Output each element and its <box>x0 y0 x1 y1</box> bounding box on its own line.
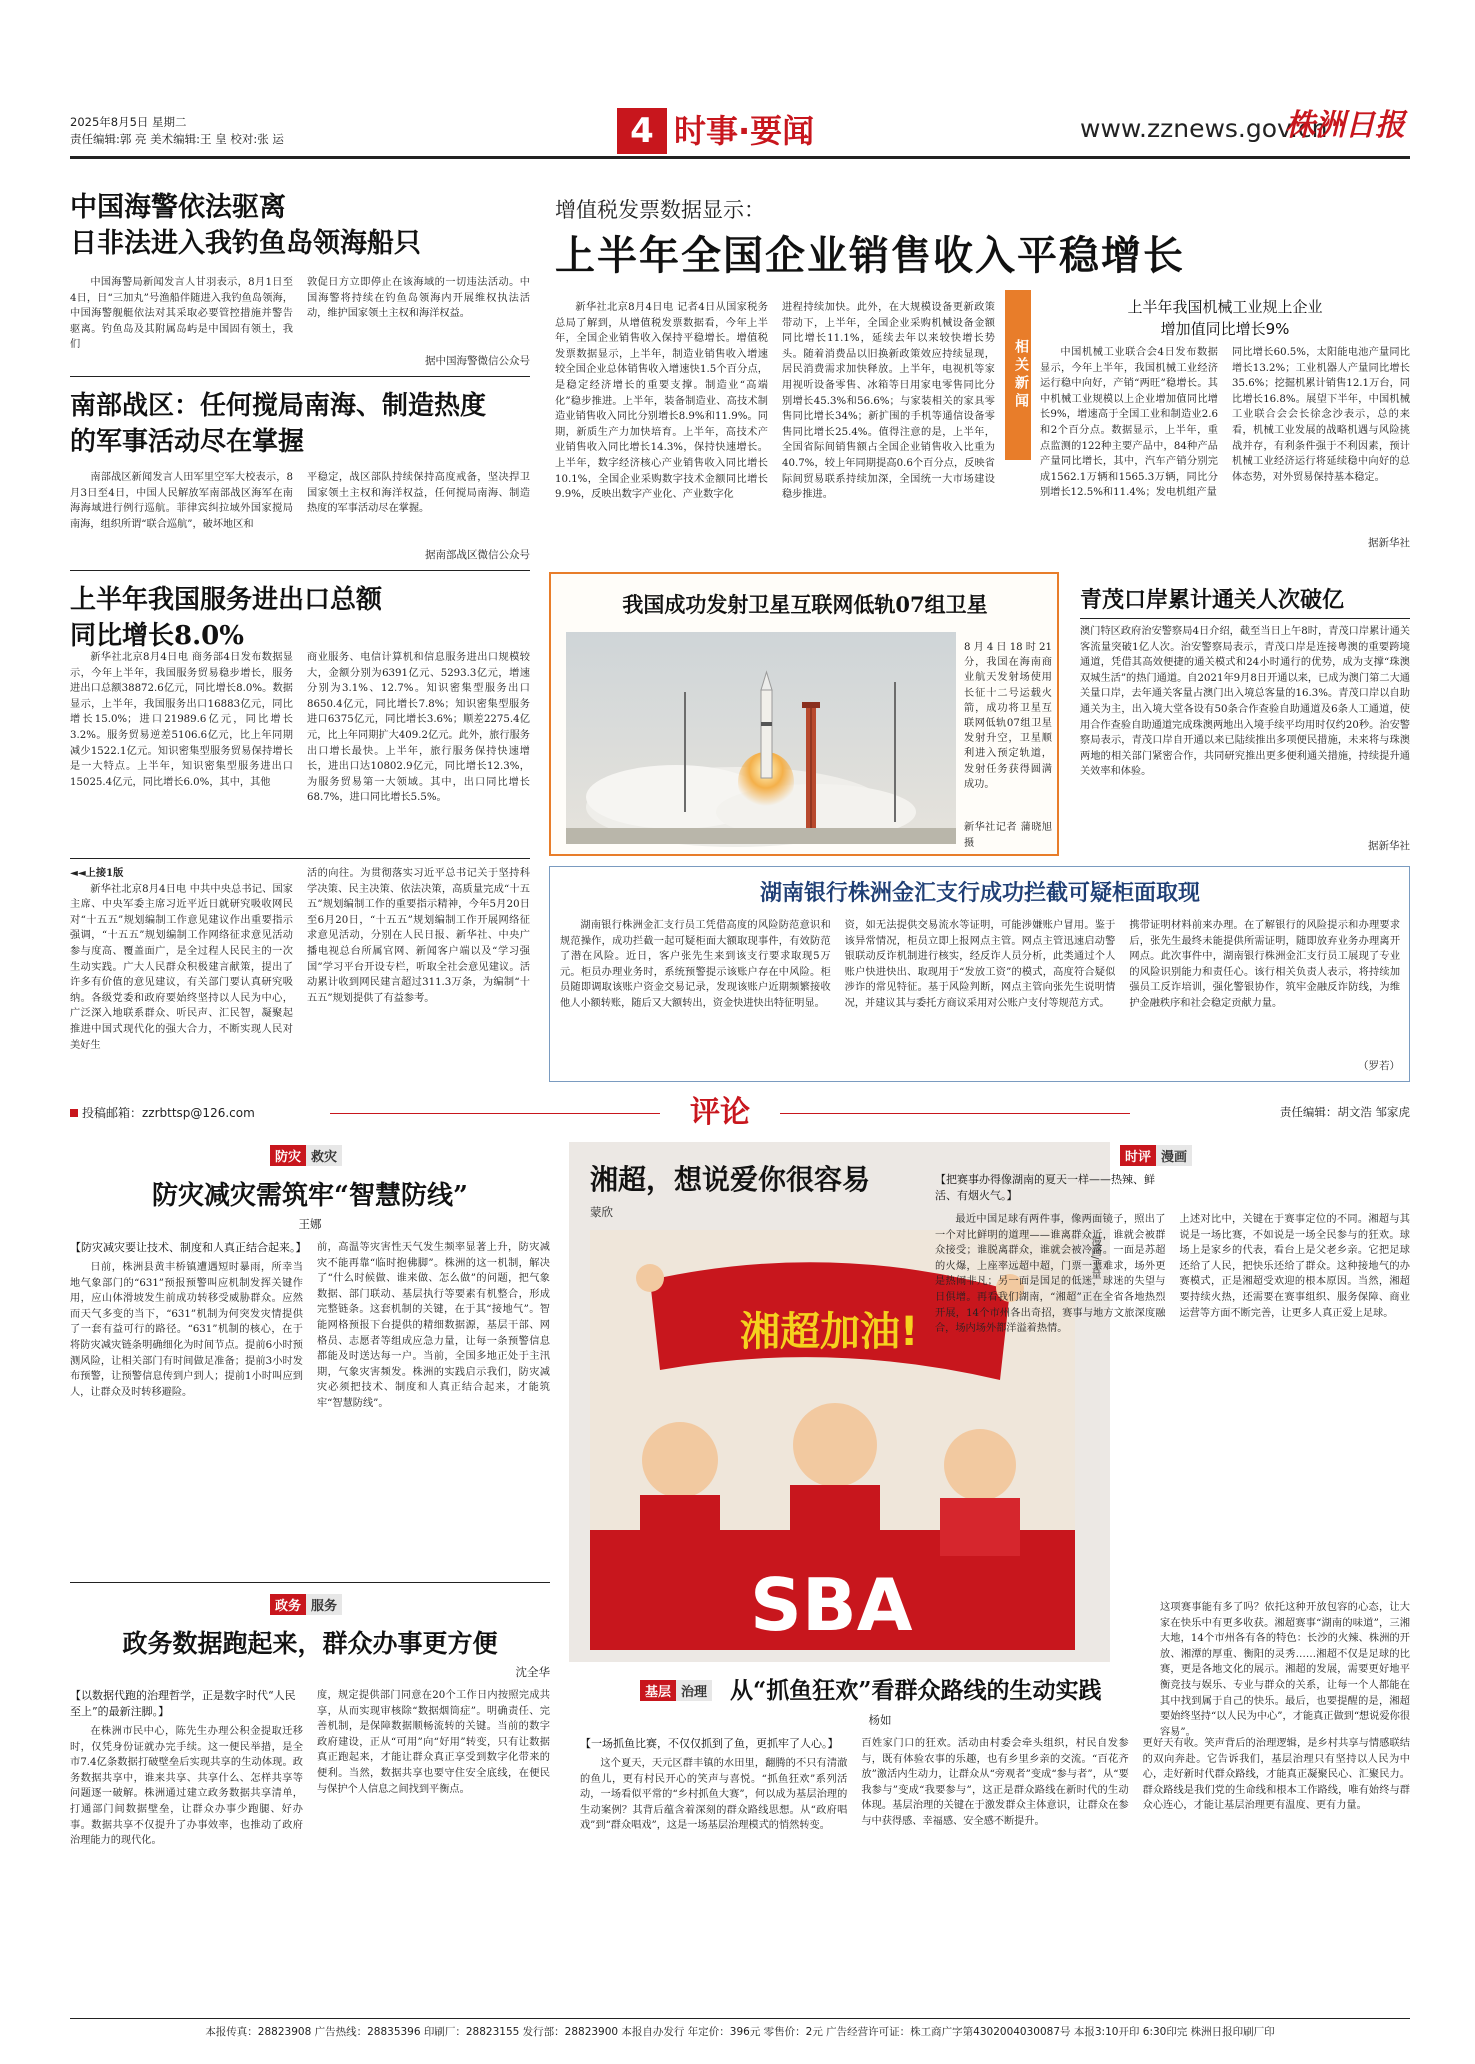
article-col: 同比增长60.5%，太阳能电池产量同比增长13.2%；工业机器人产量同比增长35.6%；挖掘机累计销售12.1万台，同比增长16.8%。展望下半年，中国机械工业联合会会长徐念沙表示，总的来看，机械工业发展的战略机遇与风险挑战并存，有利条件强于不利因素，预计机械工业经济运行将延续稳中向好的总体态势，对外贸易保持基本稳定。 <box>1232 347 1410 483</box>
divider <box>70 376 530 377</box>
article-body <box>555 300 995 550</box>
tag-secondary: 服务 <box>306 1594 342 1615</box>
article-col: 更好天有收。笑声背后的治理逻辑，是乡村共享与情感联结的双向奔赴。它告诉我们，基层治理只有坚持以人民为中心，走好新时代群众路线，才能真正凝聚民心、汇聚民力。群众路线是我们党的生命线和根本工作路线，唯有始终与群众心连心，才能让基层治理更有温度、更有力量。 <box>1142 1738 1410 1812</box>
article-title: 上半年我国服务进出口总额 同比增长8.0% <box>70 585 383 651</box>
rocket-launch-photo <box>566 632 956 844</box>
footer-info: 本报传真：28823908 广告热线：28835396 印刷厂：28823155 发行部：28823900 本报自办发行 年定价：396元 零售价：2元 广告经营许可证：株工商广字第4302004030087号 本报3:10开印 6:30印完 株洲日报印刷厂印 <box>205 2026 1275 2038</box>
article-author: 杨如 <box>868 1713 892 1727</box>
article-body <box>580 1736 1410 2004</box>
divider <box>70 1582 550 1583</box>
article-body <box>935 1172 1410 1208</box>
article-author: 蒙欣 <box>590 1205 613 1219</box>
masthead-logo: 株洲日报 <box>1285 108 1405 143</box>
article-col: 湖南银行株洲金汇支行员工凭借高度的风险防范意识和规范操作，成功拦截一起可疑柜面大额取现事件，有效防范了潜在风险。近日，客户张先生来到该支行要求取现5万元。柜员办理业务时，系统预警提示该账户存在中风险。柜员随即调取该账户资金交易记录，发现该账户近期频繁接收他人小额转账，随后又大额转出，资金快进快出特征明显。 <box>560 920 831 1009</box>
article-body <box>70 866 530 1068</box>
related-body <box>1040 345 1410 545</box>
article-kicker: 增值税发票数据显示： <box>555 198 765 222</box>
article-body <box>560 918 1400 1073</box>
article-col: 这项赛事能有多了吗？依托这种开放包容的心态，让大家在快乐中有更多收获。湘超赛事“湖南的味道”，三湘大地，14个市州各有各的特色：长沙的火辣、株洲的开放、湘潭的厚重、衡阳的灵秀……湘超不仅是足球的比赛，更是各地文化的展示。湘超的发展，需要更好地平衡竞技与娱乐、专业与群众的关系，让每一个人都能在其中找到属于自己的快乐。最后，也要提醒的是，湘超要始终坚持“以人民为中心”，才能真正做到“想说爱你很容易”。 <box>1160 1602 1410 1738</box>
article-col: 度，规定提供部门同意在20个工作日内按照完成共享，从而实现审核除“数据烟筒症”。明确责任、完善机制，是保障数据顺畅流转的关键。当前的数字政府建设，正从“可用”向“好用”转变，只有让数据真正跑起来，才能让群众真正享受到数字化带来的便利。当然，数据共享也要守住安全底线，在便民与保护个人信息之间找到平衡点。 <box>317 1690 550 1795</box>
photo-credit: 新华社记者 蒲晓旭 摄 <box>964 822 1052 849</box>
related-news-label: 相关新闻 <box>1005 290 1031 460</box>
article-col: 中国机械工业联合会4日发布数据显示，今年上半年，我国机械工业经济运行稳中向好，产销“两旺”稳增长。其中机械工业规模以上企业增加值同比增长9%，增速高于全国工业和制造业2.6和2个百分点。数据显示，上半年，重点监测的122种主要产品中，84种产品产量同比增长，其中，汽车产销分别完成1562.1万辆和1565.3万辆，同比分别增长12.5%和11.4%；发电机组产量 <box>1040 347 1218 499</box>
photo-caption: 8月4日18时21分，我国在海南商业航天发射场使用长征十二号运载火箭，成功将卫星互联网低轨07组卫星发射升空，卫星顺利进入预定轨道，发射任务获得圆满成功。 <box>964 642 1052 790</box>
divider <box>70 570 530 571</box>
website-link[interactable]: www.zznews.gov.cn <box>1080 114 1328 143</box>
article-body <box>70 1688 550 2024</box>
article-source: 据中国海警微信公众号 <box>425 355 530 367</box>
header-rule <box>70 156 1410 159</box>
svg-text:SBA: SBA <box>750 1563 913 1647</box>
divider <box>1080 618 1410 619</box>
article-source: 据新华社 <box>1368 840 1410 852</box>
article-col: 进程持续加快。此外，在大规模设备更新政策带动下，上半年，全国企业采购机械设备金额同比增长11.1%，延续去年以来较快增长势头。随着消费品以旧换新政策效应持续显现，居民消费需求加快释放。上半年，电视机等家用视听设备零售、冰箱等日用家电零售同比分别增长45.3%和56.6%；与家装相关的家具零售同比增长34%；新扩围的手机等通信设备零售同比增长25.4%。值得注意的是，上半年，全国省际间销售额占全国企业销售收入比重为40.7%，较上年同期提高0.6个百分点，反映省际间贸易联系持续加深，全国统一大市场建设稳步推进。 <box>782 302 995 501</box>
page-editors: 责任编辑:郭 亮 美术编辑:王 皇 校对:张 运 <box>70 132 284 146</box>
tag-primary: 时评 <box>1120 1145 1156 1166</box>
email-text: 投稿邮箱：zzrbttsp@126.com <box>82 1106 255 1120</box>
article-col: 新华社北京8月4日电 记者4日从国家税务总局了解到，从增值税发票数据看，今年上半年，全国企业销售收入保持平稳增长。增值税发票数据显示，上半年，制造业销售收入增速较全国企业总体销售收入增速快1.5个百分点，是稳定经济增长的重要支撑。制造业“高端化”稳步推进。上半年，装备制造业、高技术制造业销售收入同比分别增长8.9%和11.9%。同期，新质生产力加快培育。上半年，高技术产业销售收入同比增长14.3%，保持快速增长。上半年，数字经济核心产业销售收入同比增长10.1%，全国企业采购数字技术金额同比增长9.9%，反映出数字产业化、产业数字化 <box>555 302 768 501</box>
page-number: 4 <box>617 108 667 154</box>
divider <box>330 1113 660 1114</box>
issue-date: 2025年8月5日 星期二 <box>70 115 187 129</box>
article-title: 防灾减灾需筑牢“智慧防线” <box>152 1181 468 1211</box>
tag-primary: 政务 <box>270 1594 306 1615</box>
footer-rule <box>70 2018 1410 2019</box>
article-col: 日前，株洲县黄丰桥镇遭遇短时暴雨，所幸当地气象部门的“631”预报预警叫应机制发挥关键作用，应山体滑坡发生前成功转移受威胁群众。应然而天气多变的当下，“631”机制为何突发灾情提供了一套有益可行的路径。“631”机制的核心，在于将防灾减灾链条明确细化为时间节点。提前6小时预测风险，让相关部门有时间做足准备；提前3小时发布预警，让预警信息传到户到人；提前1小时叫应到人，让群众及时转移避险。 <box>70 1262 303 1398</box>
article-source: 据南部战区微信公众号 <box>425 549 530 561</box>
article-title: 中国海警依法驱离 日非法进入我钓鱼岛领海船只 <box>70 192 421 259</box>
tag-primary: 防灾 <box>270 1145 306 1166</box>
related-title: 上半年我国机械工业规上企业 增加值同比增长9% <box>1127 298 1323 338</box>
article-lead: 【一场抓鱼比赛，不仅仅抓到了鱼，更抓牢了人心。】 <box>580 1737 839 1750</box>
continued-marker: ◄◄上接1版 <box>70 867 124 879</box>
article-title: 湖南银行株洲金汇支行成功拦截可疑柜面取现 <box>759 880 1200 906</box>
photo-news-title: 我国成功发射卫星互联网低轨07组卫星 <box>622 592 988 617</box>
tag-primary: 基层 <box>640 1680 676 1701</box>
article-col: 这个夏天，天元区群丰镇的水田里，翻腾的不只有清澈的鱼儿，更有村民开心的笑声与喜悦。“抓鱼狂欢”系列活动，一场看似平常的“乡村抓鱼大赛”，何以成为基层治理的生动案例？其背后蕴含着深刻的群众路线思想。从“政府唱戏”到“群众唱戏”，这是一场基层治理模式的悄然转变。 <box>580 1758 848 1832</box>
article-title: 从“抓鱼狂欢”看群众路线的生动实践 <box>730 1677 1102 1704</box>
article-col: 新华社北京8月4日电 商务部4日发布数据显示，今年上半年，我国服务贸易稳步增长，服务进出口总额38872.6亿元，同比增长8.0%。数据显示，上半年，我国服务出口16883亿元，同比增长15.0%；进口21989.6亿元，同比增长3.2%。服务贸易逆差5106.6亿元，比上年同期减少1522.1亿元。知识密集型服务贸易保持增长是一大特点。上半年，知识密集型服务进出口15025.4亿元，同比增长6.0%，其中，其他 <box>70 652 293 788</box>
submission-email[interactable] <box>70 1104 255 1122</box>
divider <box>780 1113 1130 1114</box>
article-source: 据新华社 <box>1368 537 1410 549</box>
article-col: 南部战区新闻发言人田军里空军大校表示，8月3日至4日，中国人民解放军南部战区海军在南海海域进行例行巡航。菲律宾纠拉域外国家搅局南海，组织所谓“联合巡航”，破坏地区和 <box>70 472 293 530</box>
article-lead: 【把赛事办得像湖南的夏天一样——热辣、鲜活、有烟火气。】 <box>935 1173 1155 1202</box>
article-lead: 【防灾减灾要让技术、制度和人真正结合起来。】 <box>70 1241 307 1254</box>
article-col: 百姓家门口的狂欢。活动由村委会牵头组织，村民自发参与，既有体验农事的乐趣，也有乡里乡亲的交流。“百花齐放”激活内生动力，让群众从“旁观者”变成“参与者”，从“要我参与”变成“我要参与”，这正是群众路线在新时代的生动体现。基层治理的关键在于激发群众主体意识，让群众在参与中获得感、幸福感、安全感不断提升。 <box>861 1738 1129 1827</box>
article-lead: 【以数据代跑的治理哲学，正是数字时代“人民至上”的最新注脚。】 <box>70 1689 296 1718</box>
article-title: 湘超，想说爱你很容易 <box>590 1163 871 1196</box>
column-tag <box>270 1145 342 1166</box>
article-author: 王娜 <box>298 1217 322 1231</box>
article-body <box>935 1212 1410 1592</box>
article-title: 南部战区：任何搅局南海、制造热度 的军事活动尽在掌握 <box>70 391 487 457</box>
comment-editors: 责任编辑：胡文浩 邹家虎 <box>1279 1105 1410 1119</box>
article-col: 携带证明材料前来办理。在了解银行的风险提示和办理要求后，张先生最终未能提供所需证明，随即放弃业务办理离开网点。此次事件中，湖南银行株洲金汇支行员工展现了专业的风险识别能力和责任心。该行相关负责人表示，将持续加强员工反诈培训，强化警银协作，筑牢金融反诈防线，为维护金融秩序和社会稳定贡献力量。 <box>1129 920 1401 1009</box>
svg-text:湘超加油!: 湘超加油! <box>740 1309 919 1355</box>
bullet-icon <box>70 1109 78 1117</box>
column-tag <box>1120 1145 1192 1166</box>
article-col: 最近中国足球有两件事，像两面镜子，照出了一个对比鲜明的道理——谁离群众近，谁就会被群众接受；谁脱离群众，谁就会被冷落。一面是苏超的火爆，上座率远超中超，门票一票难求，场外更是热闹非凡；另一面是国足的低迷，球迷的失望与日俱增。再看我们湖南，“湘超”正在全省各地热烈开展，14个市州各出奇招，赛事与地方文旅深度融合，场内场外都洋溢着热情。 <box>935 1214 1166 1335</box>
article-source: （罗若） <box>1358 1060 1401 1072</box>
headline: 上半年全国企业销售收入平稳增长 <box>555 233 1185 279</box>
cartoon-credit: 漫画/王量 <box>1089 1236 1100 1280</box>
article-col: 活的向往。为贯彻落实习近平总书记关于坚持科学决策、民主决策、依法决策，高质量完成“十五五”规划编制工作的重要指示精神，今年5月20日至6月20日，“十五五”规划编制工作开展网络征求意见活动，分别在人民日报、新华社、中央广播电视总台所属官网、新闻客户端以及“学习强国”学习平台开设专栏，听取全社会意见建议。活动累计收到网民建言超过311.3万条，为编制“十五五”规划提供了有益参考。 <box>307 868 530 1004</box>
article-body <box>70 650 530 850</box>
section-title: 时事·要闻 <box>674 112 815 150</box>
tag-secondary: 治理 <box>676 1680 712 1701</box>
article-col: 资，如无法提供交易流水等证明，可能涉嫌账户冒用。鉴于该异常情况，柜员立即上报网点主管。网点主管迅速启动警银联动反诈机制进行核实，经反诈人员分析，此类通过个人账户快进快出、取现用于“发放工资”的模式，高度符合疑似涉诈的常见特征。基于风险判断，网点主管向张先生说明情况，并建议其与委托方商议采用对公账户支付等规范方式。 <box>844 920 1116 1009</box>
article-body <box>70 1240 550 1580</box>
article-title: 青茂口岸累计通关人次破亿 <box>1080 587 1345 613</box>
article-col: 商业服务、电信计算机和信息服务进出口规模较大，金额分别为6391亿元、5293.3亿元，增速分别为3.1%、12.7%。知识密集型服务出口8650.4亿元，同比增长7.8%；知识密集型服务进口6375亿元，同比增长3.6%；顺差2275.4亿元，比上年同期扩大409.2亿元。此外，旅行服务出口增长最快。上半年，旅行服务保持快速增长，进出口达10802.9亿元，同比增长12.3%，为服务贸易第一大领域。其中，出口同比增长68.7%，进口同比增长5.5%。 <box>307 652 530 804</box>
article-col: 中国海警局新闻发言人甘羽表示，8月1日至4日，日“三加丸”号渔船伴随进入我钓鱼岛领海，中国海警舰艇依法对其采取必要管控措施并警告驱离。钓鱼岛及其附属岛屿是中国固有领土，我们 <box>70 277 293 351</box>
article-author: 沈全华 <box>515 1665 550 1679</box>
tag-secondary: 救灾 <box>306 1145 342 1166</box>
column-tag <box>270 1594 342 1615</box>
column-tag <box>640 1680 712 1701</box>
article-col: 敦促日方立即停止在该海域的一切违法活动。中国海警将持续在钓鱼岛领海内开展维权执法活动，维护国家领土主权和海洋权益。 <box>307 277 530 320</box>
article-col: 上述对比中，关键在于赛事定位的不同。湘超与其说是一场比赛，不如说是一场全民参与的狂欢。球场上是家乡的代表，看台上是父老乡亲。它把足球还给了人民，把快乐还给了群众。这种接地气的办赛模式，正是湘超受欢迎的根本原因。当然，湘超要持续火热，还需要在赛事组织、服务保障、商业运营等方面不断完善，让更多人真正爱上足球。 <box>1179 1214 1410 1319</box>
article-body: 澳门特区政府治安警察局4日介绍，截至当日上午8时，青茂口岸累计通关客流量突破1亿人次。治安警察局表示，青茂口岸是连接粤澳的重要跨境通道，凭借其高效便捷的通关模式和24小时通行的优势，成为支撑“珠澳双城生活”的热门通道。自2021年9月8日开通以来，已成为澳门第二大通关量口岸，去年通关客量占澳门出入境总客量的16.3%。青茂口岸以自助通关为主，出入境大堂各设有50条合作查验自助通道及6条人工通道，使用合作查验自助通道完成珠澳两地出入境手续平均用时仅约20秒。治安警察局表示，青茂口岸自开通以来已陆续推出多项便民措施，未来将与珠澳两地的相关部门紧密合作，共同研究推出更多便利通关措施，持续提升通关效率和体验。 <box>1080 626 1410 778</box>
article-col: 前，高温等灾害性天气发生频率显著上升，防灾减灾不能再靠“临时抱佛脚”。株洲的这一机制，解决了“什么时候做、谁来做、怎么做”的问题，把气象数据、部门联动、基层执行等要素有机整合，形成完整链条。这套机制的关键，在于其“接地气”。智能网格预报下台提供的精细数据源，基层干部、网格员、志愿者等组成应急力量，让每一条预警信息都能及时送达每一户。当前，全国多地正处于主汛期，气象灾害频发。株洲的实践启示我们，防灾减灾必须把技术、制度和人真正结合起来，才能筑牢“智慧防线”。 <box>317 1242 550 1409</box>
article-title: 政务数据跑起来，群众办事更方便 <box>122 1629 498 1658</box>
tag-secondary: 漫画 <box>1156 1145 1192 1166</box>
article-col: 平稳定，战区部队持续保持高度戒备，坚决捍卫国家领土主权和海洋权益，任何搅局南海、制造热度的军事活动尽在掌握。 <box>307 472 530 515</box>
article-col: 在株洲市民中心，陈先生办理公积金提取迁移时，仅凭身份证就办完手续。这一便民举措，是全市7.4亿条数据打破壁垒后实现共享的生动体现。政务数据共享中，谁来共享、共享什么、怎样共享等问题逐一破解。株洲通过建立政务数据共享清单，打通部门间数据壁垒，让群众办事少跑腿、好办事。数据共享不仅提升了办事效率，也推动了政府治理能力的现代化。 <box>70 1726 303 1847</box>
divider <box>70 858 530 859</box>
article-col: 新华社北京8月4日电 中共中央总书记、国家主席、中央军委主席习近平近日就研究吸收网民对“十五五”规划编制工作意见建议作出重要指示强调，“十五五”规划编制工作网络征求意见活动参与度高、覆盖面广，是全过程人民民主的一次生动实践。广大人民群众积极建言献策，提出了许多有价值的意见建议，有关部门要认真研究吸纳。各级党委和政府要始终坚持以人民为中心，广泛深入地联系群众、听民声、汇民智，凝聚起推进中国式现代化的强大合力，不断实现人民对美好生 <box>70 883 293 1051</box>
comment-section-label: 评论 <box>690 1095 750 1130</box>
